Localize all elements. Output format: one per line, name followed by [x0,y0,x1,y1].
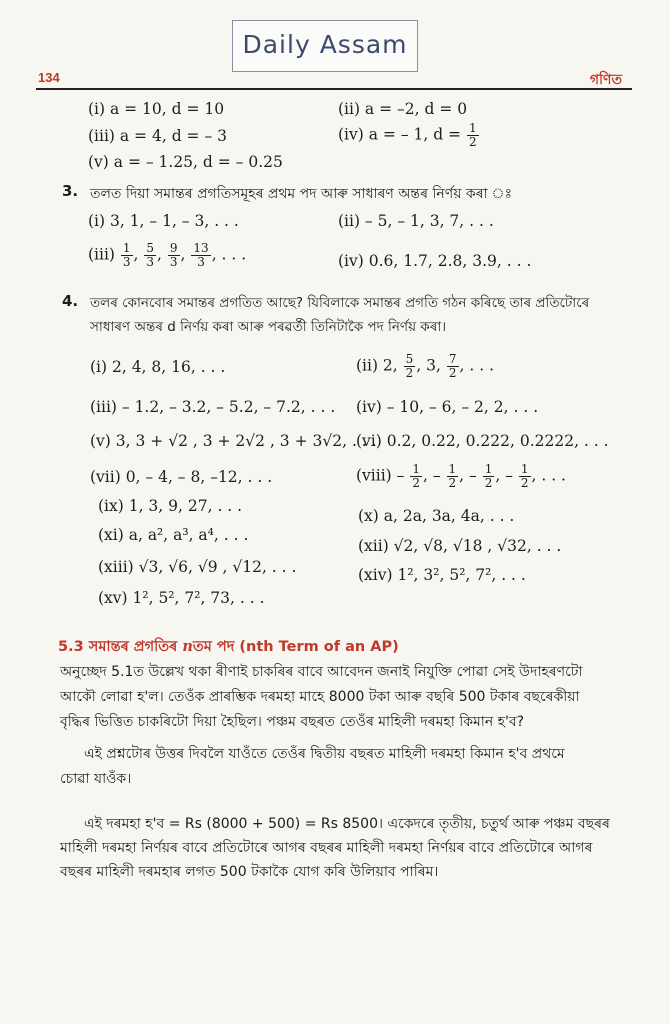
denominator: 2 [520,476,529,490]
q4-item-xi: (xi) a, a², a³, a⁴, . . . [98,526,249,544]
numerator: 13 [193,241,209,255]
q4-item-iv: (iv) – 10, – 6, – 2, 2, . . . [356,398,539,416]
q3-item-iii-label: (iii) [88,245,115,264]
paragraph-3 [60,812,635,884]
q4-item-i: (i) 2, 4, 8, 16, . . . [90,358,226,376]
paragraph-line: এই দৰমহা হ'ব = Rs (8000 + 500) = Rs 8500। একেদৰে তৃতীয়, চতুৰ্থ আৰু পঞ্চম বছৰৰ [84,816,610,832]
q4-item-xv: (xv) 1², 5², 7², 73, . . . [98,589,265,607]
q3-item-iii-tail: , . . . [211,245,247,264]
q4-item-xiv: (xiv) 1², 3², 5², 7², . . . [358,566,526,584]
q4-item-vii: (vii) 0, – 4, – 8, –12, . . . [90,468,273,486]
paragraph-line: বছৰৰ মাহিলী দৰমহাৰ লগত 500 টকাকৈ যোগ কৰি উলিয়াব পাৰিম। [60,864,439,880]
q4-item-ii [356,353,494,380]
paragraph-line: অনুচ্ছেদ 5.1ত উল্লেখ থকা ৰীণাই চাকৰিৰ বাবে আবেদন জনাই নিযুক্তি পোৱা সেই উদাহৰণটো [60,664,583,680]
fraction [519,463,531,490]
top-item-ii: (ii) a = –2, d = 0 [338,100,468,118]
section-heading [58,636,399,660]
denominator: 3 [122,255,131,269]
q4-item-viii: (viii) – $\frac{1}{2}$ , – $\frac{1}{2}$ , – $\frac{1}{2}$ , – $\frac{1}{2}$ , . . . [356,462,566,490]
fraction [447,463,459,490]
fraction [168,242,180,269]
q4-item-xiii: (xiii) √3, √6, √9 , √12, . . . [98,558,297,576]
top-item-iii: (iii) a = 4, d = – 3 [88,127,227,145]
denominator: 2 [468,135,477,149]
paragraph-2-line1: এই প্ৰশ্নটোৰ উত্তৰ দিবলৈ যাওঁতে তেওঁৰ দ্বিতীয় বছৰত মাহিলী দৰমহা কিমান হ'ব প্ৰথমে [84,746,565,762]
question-3-text: তলত দিয়া সমান্তৰ প্ৰগতিসমূহৰ প্ৰথম পদ আৰু সাধাৰণ অন্তৰ নিৰ্ণয় কৰা ঃ [90,186,513,202]
section-heading-n: n [182,638,193,655]
question-4-text-line1: তলৰ কোনবোৰ সমান্তৰ প্ৰগতিত আছে? যিবিলাকে সমান্তৰ প্ৰগতি গঠন কৰিছে তাৰ প্ৰতিটোৰে [90,295,590,311]
denominator: 2 [405,366,414,380]
q4-item-v: (v) 3, 3 + √2 , 3 + 2√2 , 3 + 3√2, . . . [90,432,377,450]
fraction [191,242,210,269]
q4-item-ix: (ix) 1, 3, 9, 27, . . . [98,497,243,515]
fraction [121,242,133,269]
denominator: 3 [197,255,205,269]
numerator: 1 [484,462,493,476]
denominator: 3 [146,255,155,269]
section-heading-mid: তম পদ [192,639,235,655]
paragraph-line: বৃদ্ধিৰ ভিত্তিত চাকৰিটো দিয়া হৈছিল। পঞ্চম বছৰত তেওঁৰ মাহিলী দৰমহা কিমান হ'ব? [60,714,525,730]
numerator: 1 [412,462,420,476]
numerator: 1 [468,121,477,135]
paragraph-line: মাহিলী দৰমহা নিৰ্ণয়ৰ বাবে প্ৰতিটোৰে আগৰ বছৰৰ মাহিলী দৰমহা নিৰ্ণয়ৰ বাবে প্ৰতিটোৰে আগৰ [60,840,593,856]
q3-item-ii: (ii) – 5, – 1, 3, 7, . . . [338,212,494,230]
q4-item-viii-tail: , . . . [531,466,566,485]
q3-item-iv: (iv) 0.6, 1.7, 2.8, 3.9, . . . [338,252,532,270]
paragraph-line: আকৌ লোৱা হ'ল। তেওঁক প্ৰাৰম্ভিক দৰমহা মাহে 8000 টকা আৰু বছৰি 500 টকাৰ বছৰেকীয়া [60,689,580,705]
fraction [447,353,459,380]
denominator: 2 [448,366,457,380]
fraction [483,463,495,490]
top-item-iv [338,122,480,149]
numerator: 7 [448,352,457,366]
header-rule [36,88,632,90]
q3-item-i: (i) 3, 1, – 1, – 3, . . . [88,212,239,230]
denominator: 2 [412,476,420,490]
numerator: 5 [405,352,414,366]
fraction [410,463,422,490]
paragraph-2-line2: চোৱা যাওঁক। [60,771,132,787]
denominator: 2 [484,476,493,490]
q4-item-ii-mid: , 3, [416,356,441,375]
denominator: 3 [169,255,178,269]
q3-item-iii: (iii) $\frac{1}{3}$ , $\frac{5}{3}$ , $\frac{9}{3}$ , $\frac{13}{3}$ , . . . [88,241,247,269]
q4-item-iii: (iii) – 1.2, – 3.2, – 5.2, – 7.2, . . . [90,398,336,416]
page-number: 134 [38,70,60,85]
q4-item-ii-tail: , . . . [459,356,495,375]
subject-title: গণিত [589,72,622,88]
numerator: 1 [520,462,529,476]
top-item-iv-label: (iv) a = – 1, d = [338,125,462,144]
top-item-v: (v) a = – 1.25, d = – 0.25 [88,153,283,171]
numerator: 1 [448,462,457,476]
q4-item-x: (x) a, 2a, 3a, 4a, . . . [358,507,515,525]
q4-item-viii-label: (viii) – [356,466,405,485]
question-3-number: 3. [62,182,79,200]
section-heading-english: (nth Term of an AP) [239,639,399,655]
q4-item-vi: (vi) 0.2, 0.22, 0.222, 0.2222, . . . [356,432,609,450]
numerator: 9 [169,241,178,255]
denominator: 2 [448,476,457,490]
paragraph-1 [60,660,635,735]
fraction [404,353,416,380]
q4-item-ii-label: (ii) 2, [356,356,398,375]
section-heading-prefix: 5.3 সমান্তৰ প্ৰগতিৰ [58,639,178,655]
fraction [144,242,156,269]
q4-item-xii: (xii) √2, √8, √18 , √32, . . . [358,537,562,555]
watermark-stamp: Daily Assam [232,20,418,72]
numerator: 5 [146,241,155,255]
top-item-i: (i) a = 10, d = 10 [88,100,225,118]
question-4-text-line2: সাধাৰণ অন্তৰ d নিৰ্ণয় কৰা আৰু পৰৱৰ্তী তিনিটাকৈ পদ নিৰ্ণয় কৰা। [90,319,447,335]
numerator: 1 [122,241,131,255]
fraction [467,122,479,149]
question-4-number: 4. [62,292,79,310]
